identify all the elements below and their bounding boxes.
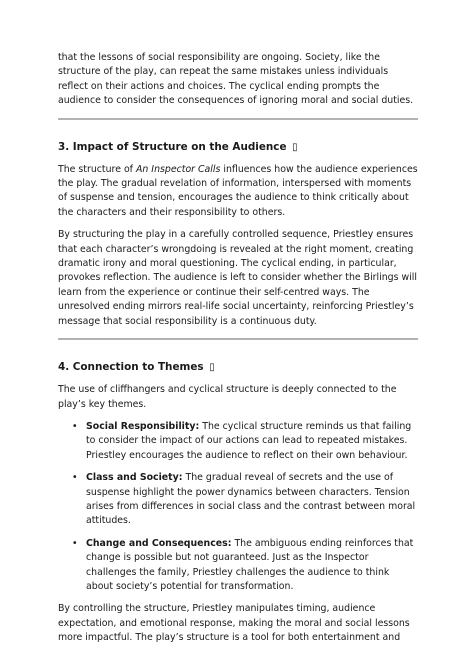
bullet-icon: • <box>72 472 78 484</box>
impact-paragraph-2: By structuring the play in a carefully controlled sequence, Priestley ensures that each character’s wrongdoing is revealed at the right moment, creating dramatic irony and moral questioning. The cyclical ending, in particular, provokes reflection. The audience is left to consider whether the Birlings will learn from the experience or continue their self-centred ways. The unresolved ending mirrors real-life social uncertainty, reinforcing Priestley’s message that social responsibility is a continuous duty. <box>58 229 417 327</box>
list-item-text: The cyclical structure reminds us that failing to consider the impact of our actions can lead to repeated mistakes. Priestley encourages the audience to reflect on their own behaviour. <box>86 420 412 461</box>
list-item-text: The gradual reveal of secrets and the use of suspense highlight the power dynamics between characters. Tension arises from differences in social class and the contrast between moral attitudes. <box>86 472 416 527</box>
list-item-text: The ambiguous ending reinforces that change is possible but not guaranteed. Just as the Inspector challenges the family, Priestley challenges the audience to think about society’s potential for transformation. <box>86 537 414 592</box>
themes-intro-paragraph: The use of cliffhangers and cyclical structure is deeply connected to the play’s key themes. <box>58 384 397 410</box>
section-divider <box>58 338 418 340</box>
closing-paragraph: By controlling the structure, Priestley manipulates timing, audience expectation, and emotional response, making the moral and social lessons more impactful. The play’s structure is a tool for both entertainment and <box>58 603 410 644</box>
list-item-term: Change and Consequences: <box>86 537 232 549</box>
bullet-icon: • <box>72 420 78 432</box>
document-body <box>58 51 418 646</box>
text-run: The structure of <box>58 163 136 175</box>
section-heading-text: 3. Impact of Structure on the Audience <box>58 140 287 153</box>
list-item <box>72 420 418 463</box>
list-item-term: Social Responsibility: <box>86 420 200 432</box>
bullet-icon: • <box>72 537 78 549</box>
section-heading-text: 4. Connection to Themes <box>58 361 204 374</box>
section-heading-impact <box>58 140 418 155</box>
play-title: An Inspector Calls <box>135 163 221 175</box>
intro-paragraph: that the lessons of social responsibility are ongoing. Society, like the structure of the play, can repeat the same mistakes unless individuals reflect on their actions and choices. The cyclical ending prompts the audience to consider the consequences of ignoring moral and social duties. <box>58 52 414 107</box>
impact-paragraph-1 <box>58 163 418 221</box>
heading-placeholder-icon: ▯ <box>209 362 215 374</box>
list-item <box>72 471 418 529</box>
list-item-term: Class and Society: <box>86 472 183 484</box>
section-divider <box>58 118 418 120</box>
heading-placeholder-icon: ▯ <box>292 141 298 153</box>
section-heading-themes <box>58 360 418 375</box>
text-run: influences how the audience experiences the play. The gradual revelation of information, interspersed with moments of suspense and tension, encourages the audience to think critically about the characters and their responsibility to others. <box>58 163 418 218</box>
list-item <box>72 537 418 595</box>
themes-list <box>58 420 418 594</box>
